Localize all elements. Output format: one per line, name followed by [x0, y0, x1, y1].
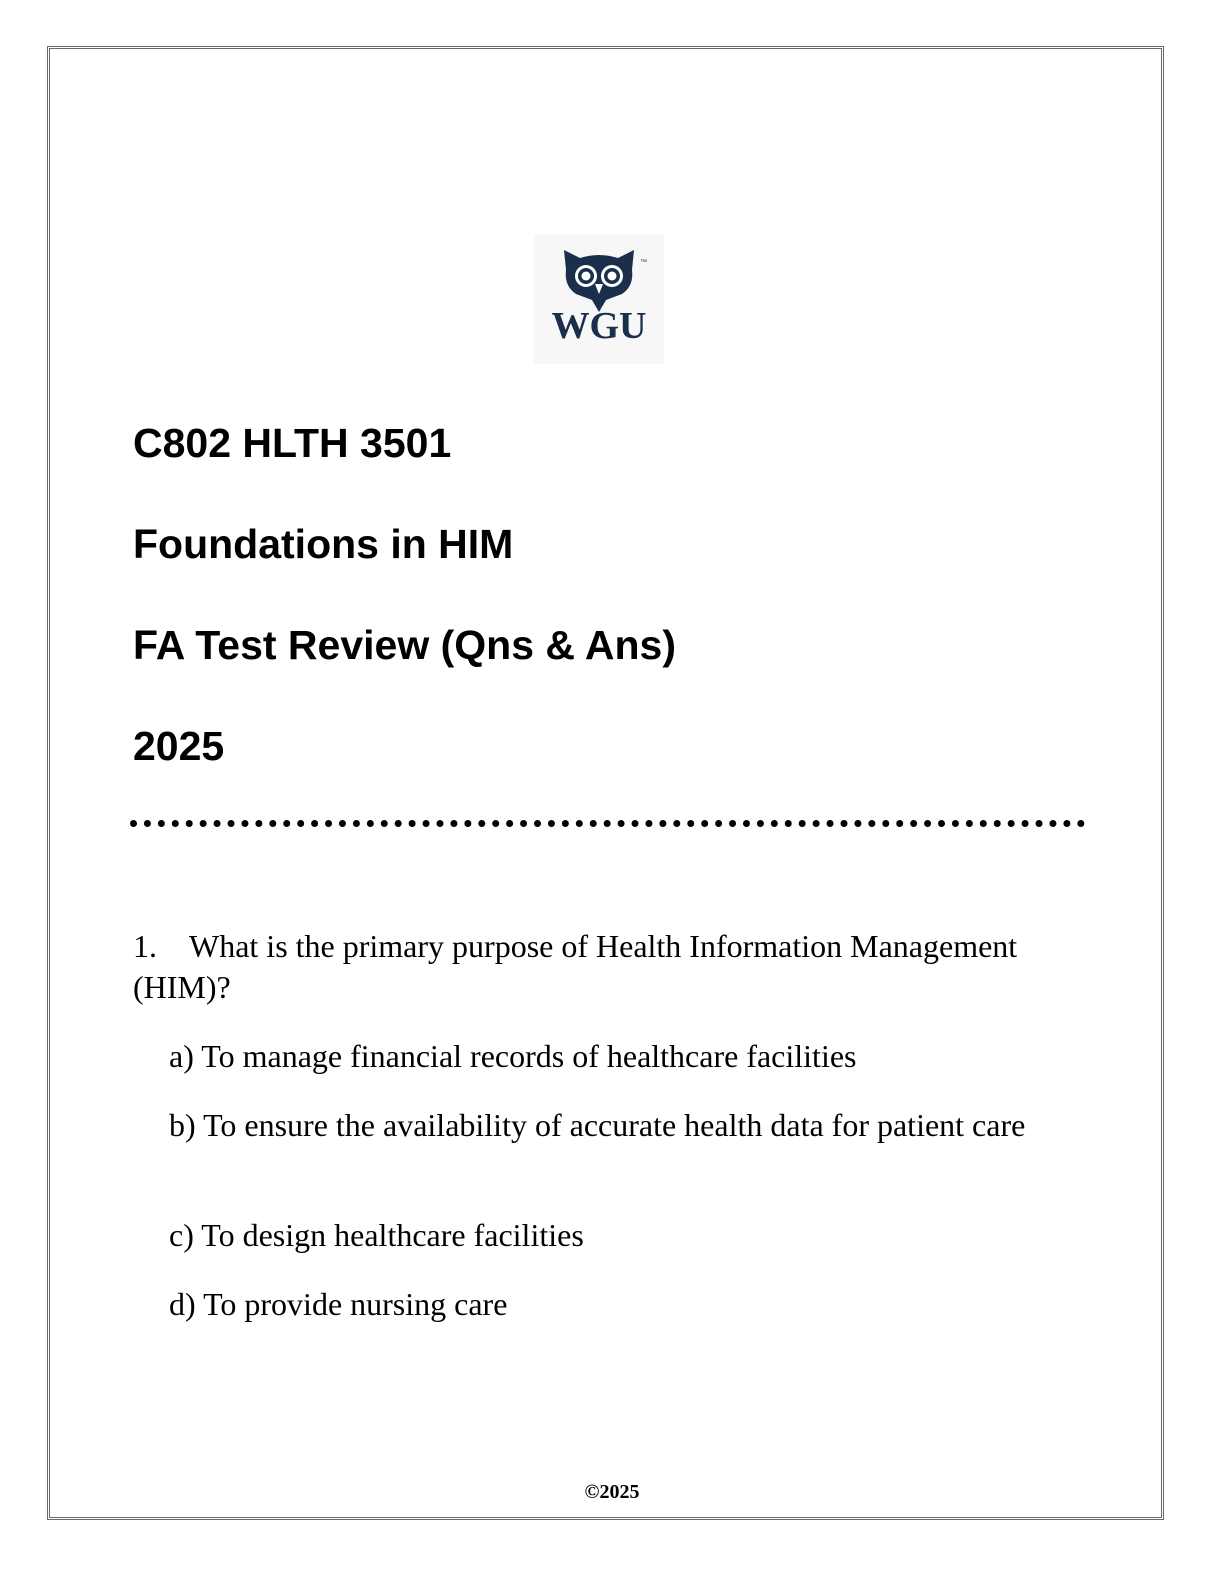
- course-name: Foundations in HIM: [133, 521, 514, 567]
- logo-text: WGU: [551, 305, 647, 347]
- document-year: 2025: [133, 723, 225, 769]
- course-code: C802 HLTH 3501: [133, 420, 452, 466]
- answer-option-a: a) To manage financial records of healthcare facilities: [169, 1038, 857, 1074]
- wgu-logo: [534, 234, 664, 364]
- owl-icon: [534, 234, 664, 364]
- answer-option-d: d) To provide nursing care: [169, 1286, 508, 1322]
- question-number: 1.: [133, 928, 157, 964]
- dotted-divider: [130, 820, 1085, 827]
- question-text: What is the primary purpose of Health Information Management (HIM)?: [133, 928, 1018, 1005]
- logo-trademark: ™: [640, 259, 647, 266]
- answer-option-c: c) To design healthcare facilities: [169, 1217, 584, 1253]
- question-1: [133, 926, 1093, 1008]
- copyright-footer: ©2025: [584, 1481, 640, 1503]
- answer-option-b: b) To ensure the availability of accurate health data for patient care: [169, 1107, 1026, 1143]
- document-type: FA Test Review (Qns & Ans): [133, 622, 676, 668]
